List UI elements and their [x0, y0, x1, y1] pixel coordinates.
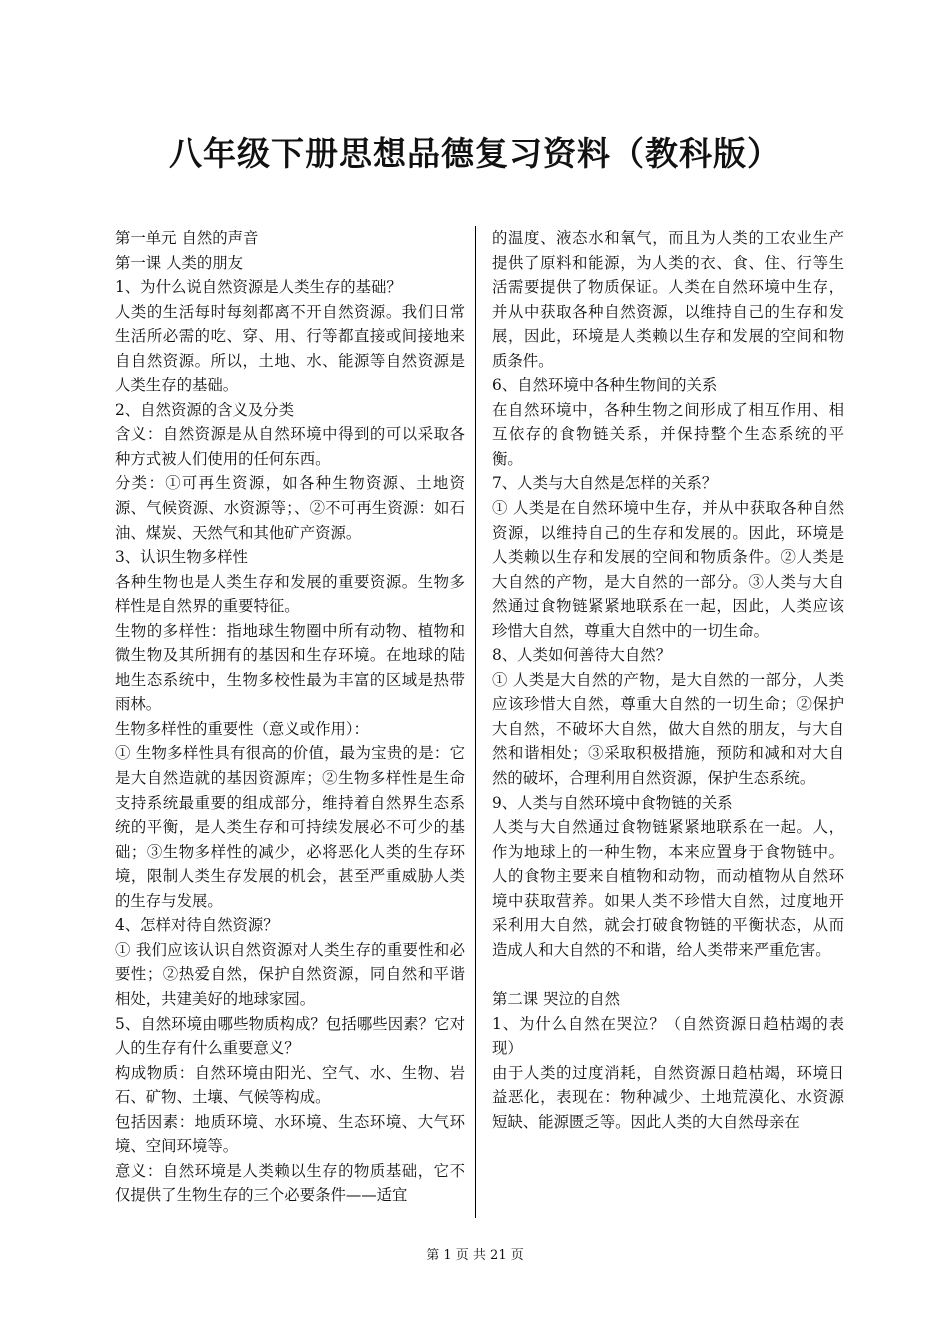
- column-divider: [475, 226, 476, 1218]
- lesson-heading: 第一课 人类的朋友: [115, 253, 244, 272]
- unit-heading: 第一单元 自然的声音: [115, 229, 259, 247]
- paragraph: 构成物质：自然环境由阳光、空气、水、生物、岩石、矿物、土壤、气候等构成。: [115, 1063, 465, 1107]
- paragraph: 生物多样性的重要性（意义或作用）：: [115, 719, 369, 738]
- page-title: 八年级下册思想品德复习资料（教科版）: [169, 134, 781, 173]
- right-column: [492, 226, 844, 1134]
- paragraph: 生物的多样性：指地球生物圈中所有动物、植物和微生物及其所拥有的基因和生存环境。在地球的陆地生态系统中，生物多校性最为丰富的区域是热带雨林。: [115, 621, 465, 714]
- question-heading: 3、认识生物多样性: [115, 548, 248, 567]
- blank-line: [492, 962, 844, 987]
- question-heading: 5、自然环境由哪些物质构成？包括哪些因素？它对人的生存有什么重要意义？: [115, 1014, 465, 1058]
- paragraph: 由于人类的过度消耗，自然资源日趋枯竭，环境日益恶化，表现在：物种减少、土地荒漠化、水资源短缺、能源匮乏等。因此人类的大自然母亲在: [492, 1063, 844, 1131]
- question-heading: 8、人类如何善待大自然？: [492, 646, 672, 665]
- paragraph: ① 人类是大自然的产物，是大自然的一部分，人类应该珍惜大自然，尊重大自然的一切生命；②保护大自然，不破坏大自然，做大自然的朋友，与大自然和谐相处；③采取积极措施，预防和减和对大自然的破坏，合理利用自然资源，保护生态系统。: [492, 670, 844, 788]
- paragraph: 在自然环境中，各种生物之间形成了相互作用、相互依存的食物链关系，并保持整个生态系统的平衡。: [492, 400, 844, 468]
- question-heading: 7、人类与大自然是怎样的关系？: [492, 474, 718, 493]
- paragraph: ① 我们应该认识自然资源对人类生存的重要性和必要性；②热爱自然，保护自然资源，同自然和平谐相处，共建美好的地球家园。: [115, 940, 465, 1008]
- paragraph: 的温度、液态水和氧气，而且为人类的工农业生产提供了原料和能源，为人类的衣、食、住、行等生活需要提供了物质保证。人类在自然环境中生存，并从中获取各种自然资源，以维持自己的生存和发展，因此，环境是人类赖以生存和发展的空间和物质条件。: [492, 229, 844, 370]
- page-footer: 第 1 页 共 21 页: [426, 1248, 524, 1263]
- paragraph: 含义：自然资源是从自然环境中得到的可以采取各种方式被人们使用的任何东西。: [115, 425, 465, 468]
- paragraph: 分类：①可再生资源，如各种生物资源、土地资源、气候资源、水资源等；、②不可再生资源：如石油、煤炭、天然气和其他矿产资源。: [115, 474, 465, 542]
- lesson-heading: 第二课 哭泣的自然: [492, 989, 621, 1008]
- question-heading: 1、为什么说自然资源是人类生存的基础？: [115, 278, 402, 297]
- paragraph: ① 生物多样性具有很高的价值，最为宝贵的是：它是大自然造就的基因资源库；②生物多样性是生命支持系统最重要的组成部分，维持着自然界生态系统的平衡，是人类生存和可持续发展必不可少的基础；③生物多样性的减少，必将恶化人类的生存环境，限制人类生存发展的机会，甚至严重威胁人类的生存与发展。: [115, 744, 465, 910]
- question-heading: 4、怎样对待自然资源？: [115, 916, 279, 935]
- question-heading: 1、为什么自然在哭泣？（自然资源日趋枯竭的表现）: [492, 1014, 844, 1058]
- question-heading: 6、自然环境中各种生物间的关系: [492, 376, 718, 395]
- paragraph: 意义：自然环境是人类赖以生存的物质基础，它不仅提供了生物生存的三个必要条件——适宜: [115, 1161, 465, 1205]
- paragraph: 人类与大自然通过食物链紧紧地联系在一起。人，作为地球上的一种生物，本来应置身于食物链中。人的食物主要来自植物和动物，而动植物从自然环境中获取营养。如果人类不珍惜大自然，过度地开采利用大自然，就会打破食物链的平衡状态，从而造成人和大自然的不和谐，给人类带来严重危害。: [492, 818, 844, 959]
- question-heading: 9、人类与自然环境中食物链的关系: [492, 793, 733, 812]
- paragraph: 包括因素：地质环境、水环境、生态环境、大气环境、空间环境等。: [115, 1112, 465, 1156]
- question-heading: 2、自然资源的含义及分类: [115, 400, 295, 419]
- left-column: [115, 226, 465, 1208]
- paragraph: 各种生物也是人类生存和发展的重要资源。生物多样性是自然界的重要特征。: [115, 572, 465, 616]
- paragraph: ① 人类是在自然环境中生存，并从中获取各种自然资源，以维持自己的生存和发展的。因此，环境是人类赖以生存和发展的空间和物质条件。②人类是大自然的产物，是大自然的一部分。③人类与大自然通过食物链紧紧地联系在一起，因此，人类应该珍惜大自然，尊重大自然中的一切生命。: [492, 499, 844, 640]
- paragraph: 人类的生活每时每刻都离不开自然资源。我们日常生活所必需的吃、穿、用、行等都直接或间接地来自自然资源。所以，土地、水、能源等自然资源是人类生存的基础。: [115, 302, 465, 395]
